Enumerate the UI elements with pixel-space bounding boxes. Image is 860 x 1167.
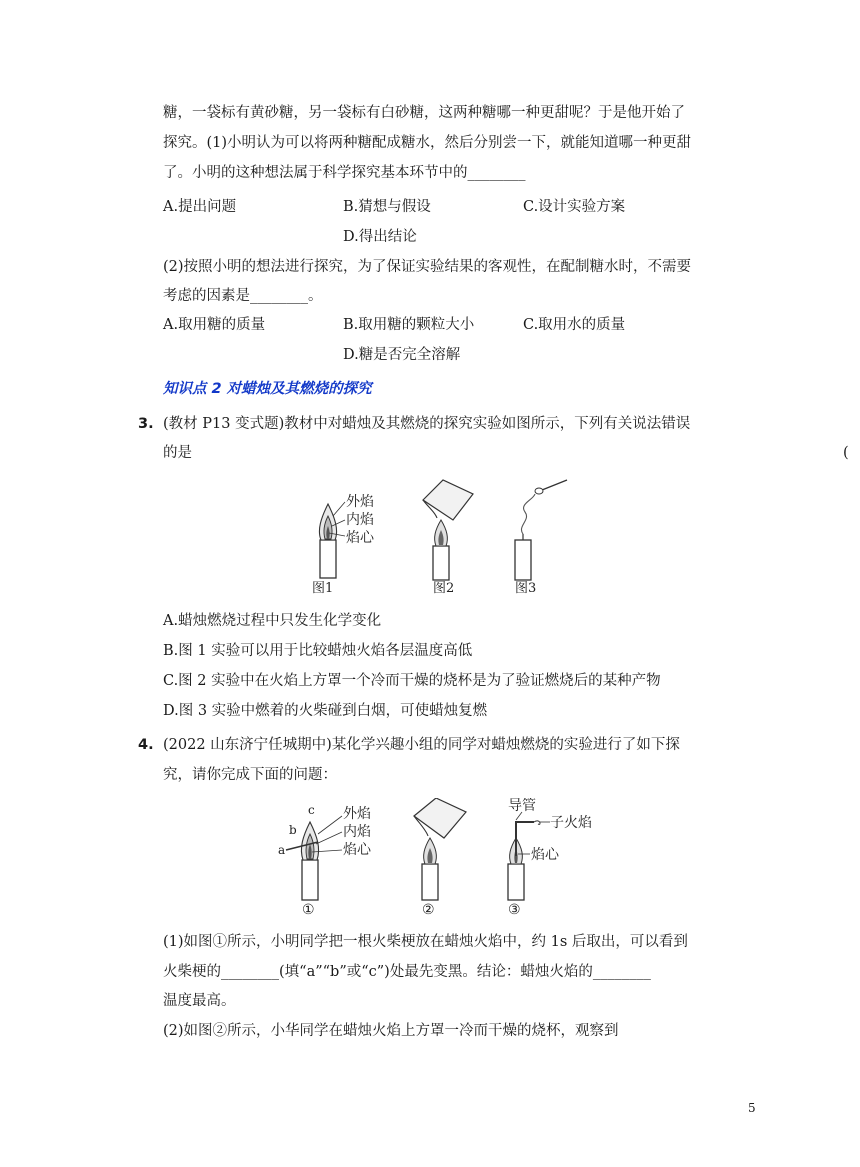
fig1-label-outer: 外焰 [346,494,374,510]
fig-caption-3: ③ [508,902,521,918]
q2-p2-option-c: C.取用水的质量 [523,317,626,333]
q4-line-1: (2022 山东济宁任城期中)某化学兴趣小组的同学对蜡烛燃烧的实验进行了如下探 [163,737,680,753]
fig1-caption: 图1 [312,581,334,596]
candle-beaker-icon [423,480,473,580]
q2-p1-option-b: B.猜想与假设 [343,199,431,215]
q3-answer-paren: ( [843,445,849,461]
q2-line-1: 糖，一袋标有黄砂糖，另一袋标有白砂糖，这两种糖哪一种更甜呢？于是他开始了 [163,105,685,121]
candle-1-icon [319,502,345,578]
q2-line-2: 探究。(1)小明认为可以将两种糖配成糖水，然后分别尝一下，就能知道哪一种更甜 [163,135,692,151]
fig1-label-core: 焰心 [346,530,374,546]
q3-figure [305,478,590,596]
fig-label-tube: 导管 [508,798,536,814]
q4-p1-line-2: 火柴梗的________(填“a”“b”或“c”)处最先变黑。结论：蜡烛火焰的________ [163,964,651,980]
q4-p1-line-1: (1)如图①所示，小明同学把一根火柴梗放在蜡烛火焰中，约 1s 后取出，可以看到 [163,934,688,950]
q4-figure [272,798,632,918]
q2-p1-option-a: A.提出问题 [163,199,237,215]
fig-letter-a: a [278,843,286,857]
q2-line-3: 了。小明的这种想法属于科学探究基本环节中的________ [163,165,526,181]
candle-beaker-icon [414,798,466,900]
q4-p2-line-1: (2)如图②所示，小华同学在蜡烛火焰上方罩一冷而干燥的烧杯，观察到 [163,1023,619,1039]
fig-label-core: 焰心 [343,842,371,858]
q4-number: 4. [138,737,154,753]
q2-p2-option-b: B.取用糖的颗粒大小 [343,317,475,333]
q3-line-2: 的是 [163,445,192,461]
fig-label-inner: 内焰 [343,824,371,840]
fig-label-sub-flame: 子火焰 [550,815,592,831]
q3-option-b: B.图 1 实验可以用于比较蜡烛火焰各层温度高低 [163,643,473,659]
fig-letter-c: c [308,803,315,817]
fig-label-core-3: 焰心 [531,847,559,863]
q3-option-d: D.图 3 实验中燃着的火柴碰到白烟，可使蜡烛复燃 [163,703,488,719]
q2-p2-line-1: (2)按照小明的想法进行探究，为了保证实验结果的客观性，在配制糖水时，不需要 [163,259,692,275]
q3-number: 3. [138,416,154,432]
fig-letter-b: b [289,823,297,837]
fig-label-outer: 外焰 [343,806,371,822]
q3-option-a: A.蜡烛燃烧过程中只发生化学变化 [163,613,382,629]
page-number: 5 [748,1101,756,1115]
q4-line-2: 究，请你完成下面的问题： [163,767,337,783]
fig3-caption: 图3 [515,581,537,596]
q2-p2-option-d: D.糖是否完全溶解 [343,347,461,363]
section-heading: 知识点 2 对蜡烛及其燃烧的探究 [163,381,372,397]
q2-p1-option-d: D.得出结论 [343,229,417,245]
q2-p2-option-a: A.取用糖的质量 [163,317,266,333]
q3-line-1: (教材 P13 变式题)教材中对蜡烛及其燃烧的探究实验如图所示，下列有关说法错误 [163,416,691,432]
q3-option-c: C.图 2 实验中在火焰上方罩一个冷而干燥的烧杯是为了验证燃烧后的某种产物 [163,673,661,689]
q2-p2-line-2: 考虑的因素是________。 [163,288,323,304]
candle-smoke-match-icon [515,480,567,580]
q4-p1-line-3: 温度最高。 [163,993,236,1009]
fig1-label-inner: 内焰 [346,512,374,528]
fig-caption-1: ① [302,902,315,918]
fig2-caption: 图2 [433,581,455,596]
q2-p1-option-c: C.设计实验方案 [523,199,626,215]
fig-caption-2: ② [422,902,435,918]
